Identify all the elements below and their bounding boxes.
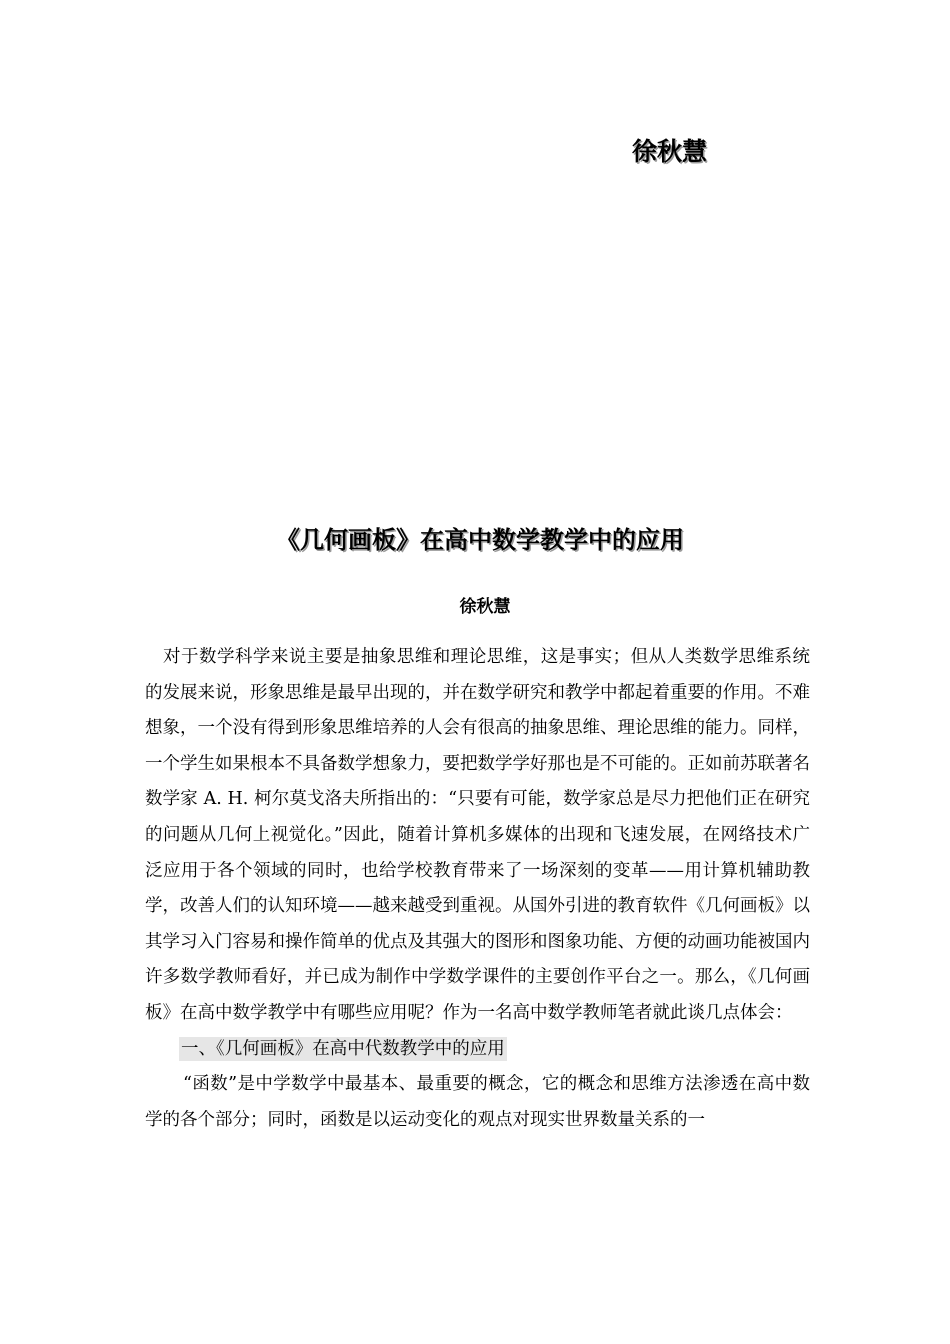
article-author: 徐秋慧 xyxy=(459,597,511,617)
article-title: 《几何画板》在高中数学教学中的应用 xyxy=(276,526,684,554)
paragraph-intro: 对于数学科学来说主要是抽象思维和理论思维，这是事实；但从人类数学思维系统的发展来说，形象思维是最早出现的，并在数学研究和教学中都起着重要的作用。不难想象，一个没有得到形象思维培养的人会有很高的抽象思维、理论思维的能力。同样，一个学生如果根本不具备数学想象力，要把数学学好那也是不可能的。正如前苏联著名数学家 A. H. 柯尔莫戈洛夫所指出的：“只要有可能，数学家总是尽力把他们正在研究的问题从几何上视觉化。”因此，随着计算机多媒体的出现和飞速发展，在网络技术广泛应用于各个领域的同时，也给学校教育带来了一场深刻的变革——用计算机辅助教学，改善人们的认知环境——越来越受到重视。从国外引进的教育软件《几何画板》以其学习入门容易和操作简单的优点及其强大的图形和图象功能、方便的动画功能被国内许多数学教师看好，并已成为制作中学数学课件的主要创作平台之一。那么，《几何画板》在高中数学教学中有哪些应用呢？作为一名高中数学教师笔者就此谈几点体会： xyxy=(145,647,810,1023)
paragraph-function: “函数”是中学数学中最基本、最重要的概念，它的概念和思维方法渗透在高中数学的各个部分；同时，函数是以运动变化的观点对现实世界数量关系的一 xyxy=(145,1074,810,1130)
article-body xyxy=(145,640,810,1138)
header-author: 徐秋慧 xyxy=(632,137,708,166)
section-heading: 一、《几何画板》在高中代数教学中的应用 xyxy=(181,1038,505,1059)
section-heading-line xyxy=(145,1032,810,1068)
